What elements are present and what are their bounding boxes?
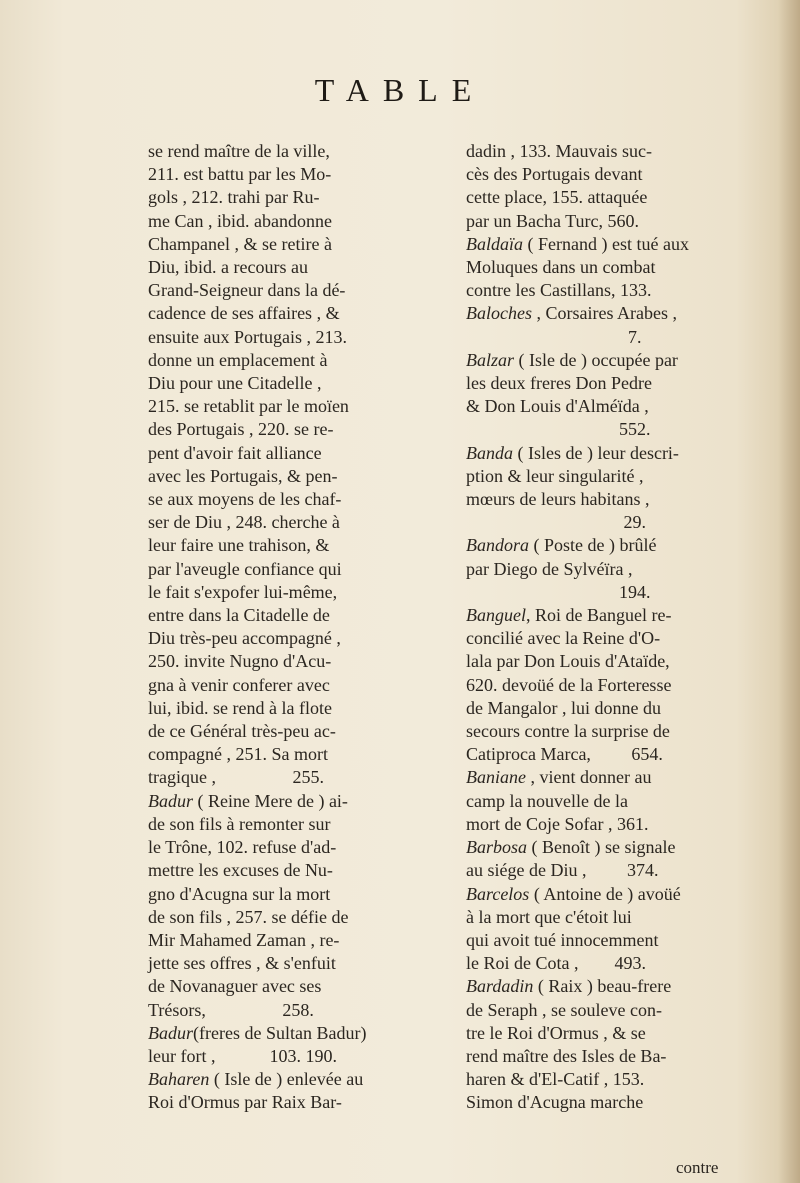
index-entry — [466, 534, 736, 604]
left-column — [148, 140, 430, 1115]
entry-line: 250. invite Nugno d'Acu- — [148, 651, 332, 672]
right-column — [466, 140, 736, 1115]
entry-line — [466, 302, 736, 325]
entry-text: (freres de Sultan Badur) — [193, 1022, 367, 1043]
entry-headword: Banda — [466, 442, 513, 463]
entry-text: ( Antoine de ) avoüé — [529, 883, 681, 904]
entry-text: ( Reine Mere de ) ai- — [193, 790, 348, 811]
entry-line: dadin , 133. Mauvais suc- — [466, 141, 652, 161]
entry-line — [466, 349, 736, 372]
entry-line — [466, 604, 736, 627]
entry-line: Diu pour une Citadelle , — [148, 373, 322, 394]
entry-text: , vient donner au — [526, 767, 652, 788]
entry-text: ( Isles de ) leur descri- — [513, 442, 679, 463]
entry-line: Catiproca Marca, 654. — [466, 744, 663, 765]
entry-headword: Banguel — [466, 605, 526, 626]
entry-line: au siége de Diu , 374. — [466, 860, 659, 881]
entry-line: rend maître des Isles de Ba- — [466, 1045, 667, 1066]
entry-line: de Mangalor , lui donne du — [466, 697, 661, 718]
entry-line: concilié avec la Reine d'O- — [466, 628, 661, 649]
entry-line: mettre les excuses de Nu- — [148, 860, 333, 881]
entry-line: le Trône, 102. refuse d'ad- — [148, 837, 337, 858]
entry-line: gna à venir conferer avec — [148, 674, 330, 695]
entry-text: ( Benoît ) se signale — [527, 837, 676, 858]
entry-headword: Barbosa — [466, 837, 528, 858]
entry-text: ( Isle de ) occupée par — [514, 349, 678, 370]
entry-headword: Baharen — [148, 1069, 210, 1090]
entry-line: 215. se retablit par le moïen — [148, 396, 349, 417]
entry-line: de Novanaguer avec ses — [148, 976, 322, 997]
entry-line: des Portugais , 220. se re- — [148, 419, 334, 440]
index-entry — [466, 836, 736, 882]
entry-line: 620. devoüé de la Forteresse — [466, 674, 672, 695]
entry-headword: Baloches — [466, 303, 532, 324]
entry-line: secours contre la surprise de — [466, 721, 670, 742]
index-entry — [148, 1022, 430, 1068]
entry-line: Diu, ibid. a recours au — [148, 257, 308, 278]
entry-line — [148, 1022, 430, 1045]
entry-headword: Baldaïa — [466, 233, 523, 254]
entry-line: Mir Mahamed Zaman , re- — [148, 929, 340, 950]
entry-line: de son fils à remonter sur — [148, 813, 331, 834]
entry-line: 552. — [466, 419, 651, 440]
index-entry — [466, 233, 736, 303]
entry-line: leur faire une trahison, & — [148, 535, 330, 556]
entry-line — [466, 975, 736, 998]
entry-line: & Don Louis d'Alméïda , — [466, 396, 649, 417]
entry-line — [466, 442, 736, 465]
entry-text: ( Fernand ) est tué aux — [523, 233, 689, 254]
entry-line: gols , 212. trahi par Ru- — [148, 187, 320, 208]
entry-line: leur fort , 103. 190. — [148, 1045, 337, 1066]
entry-line: le fait s'expofer lui-même, — [148, 581, 338, 602]
entry-line: camp la nouvelle de la — [466, 790, 628, 811]
entry-line — [466, 534, 736, 557]
entry-line: contre les Castillans, 133. — [466, 280, 652, 301]
entry-line — [466, 233, 736, 256]
index-entry — [466, 604, 736, 766]
entry-line: tre le Roi d'Ormus , & se — [466, 1022, 646, 1043]
entry-line: le Roi de Cota , 493. — [466, 953, 646, 974]
entry-line: par l'aveugle confiance qui — [148, 558, 342, 579]
index-entry — [466, 442, 736, 535]
entry-line — [466, 836, 736, 859]
entry-line: de Seraph , se souleve con- — [466, 999, 662, 1020]
entry-text: , Corsaires Arabes , — [531, 303, 677, 324]
entry-line — [466, 883, 736, 906]
entry-text: ( Raix ) beau-frere — [533, 976, 672, 997]
entry-line: cadence de ses affaires , & — [148, 303, 340, 324]
entry-line: Grand-Seigneur dans la dé- — [148, 280, 346, 301]
entry-headword: Baniane — [466, 767, 526, 788]
entry-line: Roi d'Ormus par Raix Bar- — [148, 1092, 342, 1113]
entry-line: par un Bacha Turc, 560. — [466, 210, 639, 231]
entry-line: pent d'avoir fait alliance — [148, 442, 322, 463]
entry-line: à la mort que c'étoit lui — [466, 906, 632, 927]
entry-headword: Bardadin — [466, 976, 534, 997]
entry-line: avec les Portugais, & pen- — [148, 465, 338, 486]
entry-line: 29. — [466, 512, 646, 533]
index-entry — [466, 302, 736, 348]
entry-line: mort de Coje Sofar , 361. — [466, 813, 649, 834]
entry-text: ( Isle de ) enlevée au — [209, 1069, 364, 1090]
entry-line: tragique , 255. — [148, 767, 324, 788]
entry-line: ser de Diu , 248. cherche à — [148, 512, 340, 533]
running-head: TABLE — [314, 72, 486, 108]
entry-line: lui, ibid. se rend à la flote — [148, 697, 332, 718]
index-entry — [466, 975, 736, 1114]
entry-headword: Bandora — [466, 535, 529, 556]
entry-line: Moluques dans un combat — [466, 257, 656, 278]
entry-line: Trésors, 258. — [148, 999, 314, 1020]
entry-line: me Can , ibid. abandonne — [148, 210, 332, 231]
index-entry — [466, 140, 736, 233]
entry-headword: Badur — [148, 1022, 193, 1043]
entry-line: 211. est battu par les Mo- — [148, 164, 332, 185]
index-entry — [148, 1068, 430, 1114]
catchword: contre — [676, 1158, 719, 1177]
entry-line: cette place, 155. attaquée — [466, 187, 648, 208]
entry-line: entre dans la Citadelle de — [148, 605, 330, 626]
entry-line: mœurs de leurs habitans , — [466, 489, 650, 510]
entry-line: 194. — [466, 581, 651, 602]
entry-line: donne un emplacement à — [148, 349, 328, 370]
entry-line — [466, 766, 736, 789]
entry-line: ption & leur singularité , — [466, 465, 644, 486]
entry-line: de son fils , 257. se défie de — [148, 906, 349, 927]
entry-headword: Barcelos — [466, 883, 530, 904]
entry-line: les deux freres Don Pedre — [466, 373, 652, 394]
entry-line: compagné , 251. Sa mort — [148, 744, 328, 765]
entry-line: haren & d'El-Catif , 153. — [466, 1069, 645, 1090]
entry-line: Simon d'Acugna marche — [466, 1092, 644, 1113]
entry-line: ensuite aux Portugais , 213. — [148, 326, 347, 347]
entry-text: ( Poste de ) brûlé — [529, 535, 657, 556]
index-entry — [466, 883, 736, 976]
entry-line: jette ses offres , & s'enfuit — [148, 953, 336, 974]
entry-line: par Diego de Sylvéïra , — [466, 558, 633, 579]
entry-line: lala par Don Louis d'Ataïde, — [466, 651, 670, 672]
entry-line: Champanel , & se retire à — [148, 233, 332, 254]
entry-line: se aux moyens de les chaf- — [148, 489, 342, 510]
entry-line — [148, 790, 430, 813]
entry-line: qui avoit tué innocemment — [466, 929, 659, 950]
entry-line: gno d'Acugna sur la mort — [148, 883, 331, 904]
entry-headword: Balzar — [466, 349, 515, 370]
index-entry — [466, 349, 736, 442]
index-entry — [148, 140, 430, 790]
entry-line — [148, 1068, 430, 1091]
index-entry — [148, 790, 430, 1022]
entry-line: 7. — [466, 326, 642, 347]
entry-headword: Badur — [148, 790, 193, 811]
entry-line: de ce Général très-peu ac- — [148, 721, 336, 742]
entry-line: se rend maître de la ville, — [148, 141, 330, 161]
entry-line: Diu très-peu accompagné , — [148, 628, 341, 649]
entry-line: cès des Portugais devant — [466, 164, 643, 185]
entry-text: , Roi de Banguel re- — [526, 605, 672, 626]
index-entry — [466, 766, 736, 836]
